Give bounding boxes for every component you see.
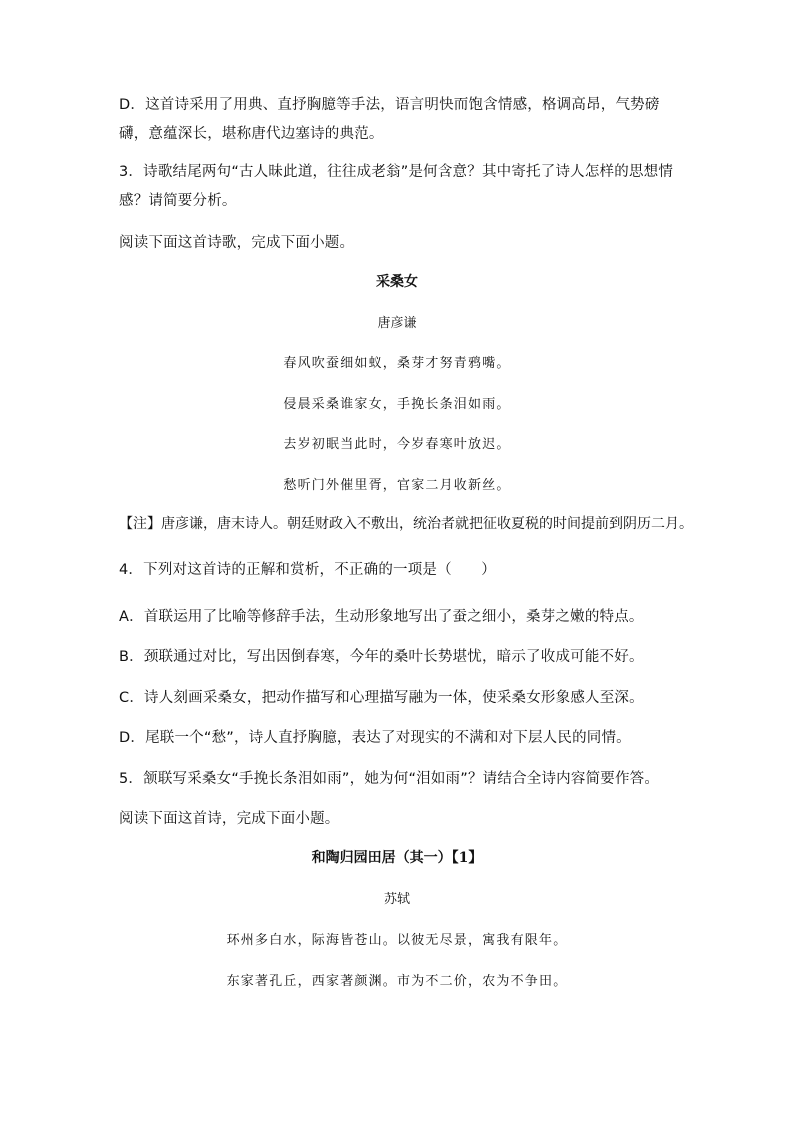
- question-3: 3．诗歌结尾两句“古人昧此道，往往成老翁”是何含意？其中寄托了诗人怎样的思想情感？请简要分析。: [119, 164, 674, 209]
- poem-1-line-1: 春风吹蚕细如蚁，桑芽才努青鸦嘴。: [283, 356, 511, 371]
- poem-1-title: 采桑女: [376, 274, 418, 290]
- poem-1-line-2: 侵晨采桑谁家女，手挽长条泪如雨。: [283, 397, 511, 412]
- poem-2-line-2: 东家著孔丘，西家著颜渊。市为不二价，农为不争田。: [226, 974, 568, 989]
- question-4-stem: 4．下列对这首诗的正解和赏析，不正确的一项是（ ）: [119, 562, 496, 578]
- poem-1-line-3: 去岁初眠当此时，今岁春寒叶放迟。: [283, 437, 511, 452]
- poem-1-note: 【注】唐彦谦，唐末诗人。朝廷财政入不敷出，统治者就把征收夏税的时间提前到阴历二月。: [119, 516, 693, 532]
- reading-instruction-2: 阅读下面这首诗，完成下面小题。: [119, 811, 340, 827]
- poem-1-author: 唐彦谦: [377, 316, 417, 331]
- question-2-option-d: D．这首诗采用了用典、直抒胸臆等手法，语言明快而饱含情感，格调高昂，气势磅礴，意蕴深长，堪称唐代边塞诗的典范。: [119, 97, 660, 142]
- question-4-option-b: B．颈联通过对比，写出因倒春寒，今年的桑叶长势堪忧，暗示了收成可能不好。: [119, 649, 644, 665]
- question-4-option-c: C．诗人刻画采桑女，把动作描写和心理描写融为一体，使采桑女形象感人至深。: [119, 690, 644, 706]
- question-5: 5．颔联写采桑女“手挽长条泪如雨”，她为何“泪如雨”？请结合全诗内容简要作答。: [119, 771, 660, 787]
- reading-instruction-1: 阅读下面这首诗歌，完成下面小题。: [119, 235, 355, 251]
- poem-2-author: 苏轼: [383, 892, 410, 907]
- poem-2-line-1: 环州多白水，际海皆苍山。以彼无尽景，寓我有限年。: [226, 933, 568, 948]
- poem-1-line-4: 愁听门外催里胥，官家二月收新丝。: [283, 478, 511, 493]
- question-4-option-a: A．首联运用了比喻等修辞手法，生动形象地写出了蚕之细小，桑芽之嫩的特点。: [119, 609, 644, 625]
- poem-2-title: 和陶归园田居（其一）【1】: [311, 850, 483, 866]
- question-4-option-d: D．尾联一个“愁”，诗人直抒胸臆，表达了对现实的不满和对下层人民的同情。: [119, 730, 631, 746]
